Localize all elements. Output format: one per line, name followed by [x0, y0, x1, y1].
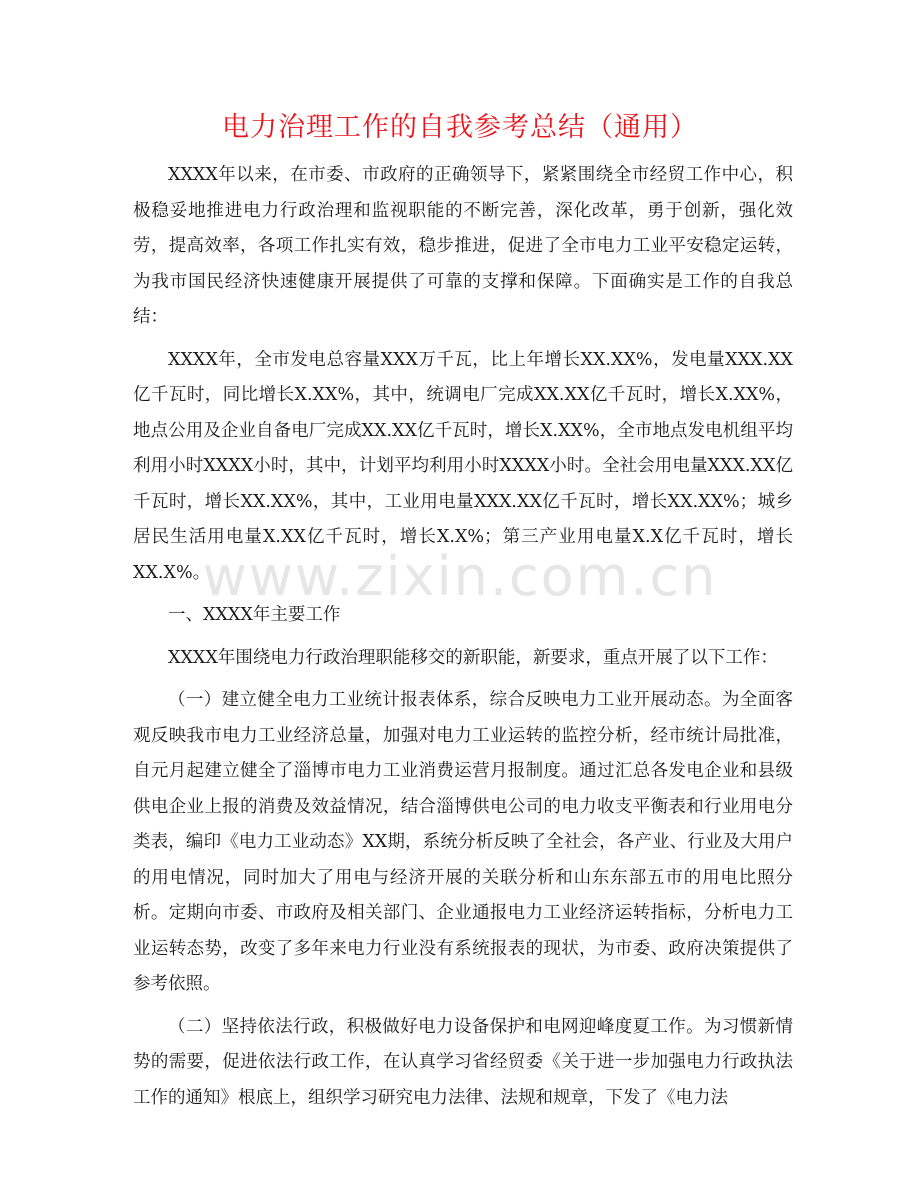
paragraph-item-two: （二）坚持依法行政，积极做好电力设备保护和电网迎峰度夏工作。为习惯新情势的需要，促进依法行政工作，在认真学习省经贸委《关于进一步加强电力行政执法工作的通知》根底上，组织学习研究电力法律、法规和规章，下发了《电力法: [133, 1016, 793, 1108]
paragraph-intro: XXXX年以来，在市委、市政府的正确领导下，紧紧围绕全市经贸工作中心，积极稳妥地推进电力行政治理和监视职能的不断完善，深化改革，勇于创新，强化效劳，提高效率，各项工作扎实有效，稳步推进，促进了全市电力工业平安稳定运转，为我市国民经济快速健康开展提供了可靠的支撑和保障。下面确实是工作的自我总结：: [133, 165, 793, 327]
section-heading-main-work: 一、XXXX年主要工作: [168, 605, 341, 625]
paragraph-item-one: （一）建立健全电力工业统计报表体系，综合反映电力工业开展动态。为全面客观反映我市电力工业经济总量，加强对电力工业运转的监控分析，经市统计局批准，自元月起建立健全了淄博市电力工业消费运营月报制度。通过汇总各发电企业和县级供电企业上报的消费及效益情况，结合淄博供电公司的电力收支平衡表和行业用电分类表，编印《电力工业动态》XX期，系统分析反映了全社会，各产业、行业及大用户的用电情况，同时加大了用电与经济开展的关联分析和山东东部五市的用电比照分析。定期向市委、市政府及相关部门、企业通报电力工业经济运转指标，分析电力工业运转态势，改变了多年来电力行业没有系统报表的现状，为市委、政府决策提供了参考依照。: [133, 690, 793, 994]
document-body: [133, 158, 793, 1123]
document-title: 电力治理工作的自我参考总结（通用）: [222, 112, 698, 143]
paragraph-statistics: XXXX年，全市发电总容量XXX万千瓦，比上年增长XX.XX%，发电量XXX.XX亿千瓦时，同比增长X.XX%，其中，统调电厂完成XX.XX亿千瓦时，增长X.XX%，地点公用及企业自备电厂完成XX.XX亿千瓦时，增长X.XX%，全市地点发电机组平均利用小时XXXX小时，其中，计划平均利用小时XXXX小时。全社会用电量XXX.XX亿千瓦时，增长XX.XX%，其中，工业用电量XXX.XX亿千瓦时，增长XX.XX%；城乡居民生活用电量X.XX亿千瓦时，增长X.X%；第三产业用电量X.X亿千瓦时，增长XX.X%。: [133, 349, 793, 583]
paragraph-work-overview: XXXX年围绕电力行政治理职能移交的新职能，新要求，重点开展了以下工作：: [168, 647, 778, 668]
watermark-text: www.zixin.com.cn: [202, 545, 718, 608]
